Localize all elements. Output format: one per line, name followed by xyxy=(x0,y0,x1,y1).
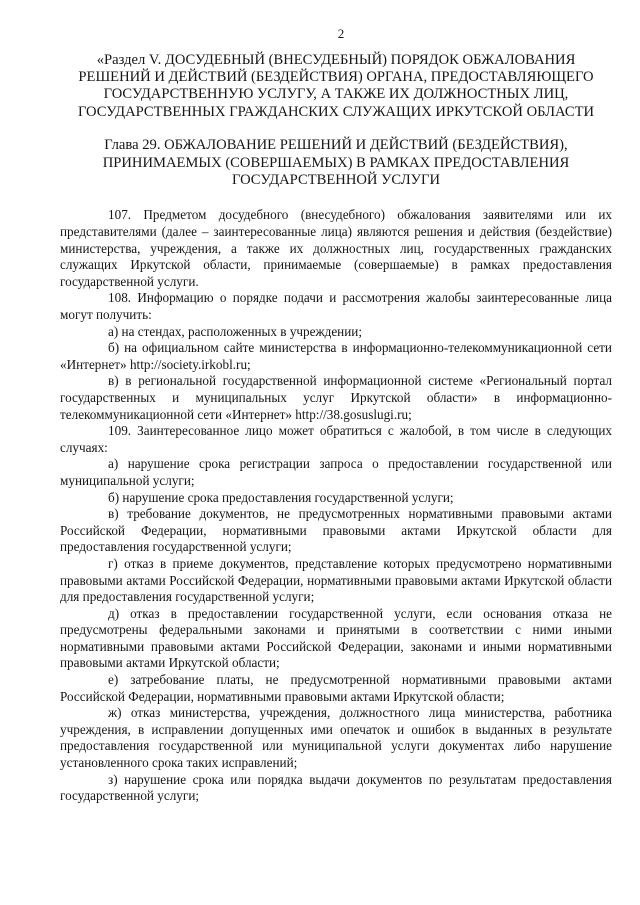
paragraph-108: 108. Информацию о порядке подачи и рассмотрения жалобы заинтересованные лица могут получить: xyxy=(60,290,612,322)
paragraph-109: 109. Заинтересованное лицо может обратиться с жалобой, в том числе в следующих случаях: xyxy=(60,423,612,455)
list-item-108-v: в) в региональной государственной информационной системе «Региональный портал государственных и муниципальных услуг Иркутской области» в информационно-телекоммуникационной сети «Интернет» http://38.gosuslugi.ru; xyxy=(60,373,612,422)
list-item-109-g: г) отказ в приеме документов, представление которых предусмотрено нормативными правовыми актами Российской Федерации, нормативными правовыми актами Иркутской области для предоставления государственной услуги; xyxy=(60,555,612,605)
paragraph-107: 107. Предметом досудебного (внесудебного) обжалования заявителями или их представителями (далее – заинтересованные лица) являются решения и действия (бездействие) министерства, учреждения, а также их должностных лиц, государственных гражданских служащих Иркутской области, принимаемые (совершаемые) в рамках предоставления государственной услуги. xyxy=(60,207,612,289)
list-item-108-a: а) на стендах, расположенных в учреждении; xyxy=(108,323,363,339)
list-item-109-d: д) отказ в предоставлении государственной услуги, если основания отказа не предусмотрены федеральными законами и принятыми в соответствии с ними иными нормативными правовыми актами Российской Федерации, законами и иными нормативными правовыми актами Иркутской области; xyxy=(60,605,612,671)
list-item-109-v: в) требование документов, не предусмотренных нормативными правовыми актами Российской Федерации, нормативными правовыми актами Иркутской области для предоставления государственной услуги; xyxy=(60,506,612,555)
list-item-109-a: а) нарушение срока регистрации запроса о предоставлении государственной или муниципальной услуги; xyxy=(60,456,612,488)
list-item-109-z: з) нарушение срока или порядка выдачи документов по результатам предоставления государственной услуги; xyxy=(60,771,612,804)
page-number: 2 xyxy=(337,26,345,41)
section-title: «Раздел V. ДОСУДЕБНЫЙ (ВНЕСУДЕБНЫЙ) ПОРЯДОК ОБЖАЛОВАНИЯ РЕШЕНИЙ И ДЕЙСТВИЙ (БЕЗДЕЙСТВИЯ) ОРГАНА, ПРЕДОСТАВЛЯЮЩЕГО ГОСУДАРСТВЕННУЮ УСЛУГУ, А ТАКЖЕ ИХ ДОЛЖНОСТНЫХ ЛИЦ, ГОСУДАРСТВЕННЫХ ГРАЖДАНСКИХ СЛУЖАЩИХ ИРКУТСКОЙ ОБЛАСТИ xyxy=(77,51,595,120)
list-item-108-b: б) на официальном сайте министерства в информационно-телекоммуникационной сети «Интернет» http://society.irkobl.ru; xyxy=(60,340,612,372)
list-item-109-zh: ж) отказ министерства, учреждения, должностного лица министерства, работника учреждения, в исправлении допущенных ими опечаток и ошибок в выданных в результате предоставления государственной или муниципальной услуги документах либо нарушение установленного срока таких исправлений; xyxy=(60,705,612,771)
list-item-109-b: б) нарушение срока предоставления государственной услуги; xyxy=(108,489,454,505)
list-item-109-e: е) затребование платы, не предусмотренной нормативными правовыми актами Российской Федерации, нормативными правовыми актами Иркутской области; xyxy=(60,672,612,704)
chapter-title: Глава 29. ОБЖАЛОВАНИЕ РЕШЕНИЙ И ДЕЙСТВИЙ (БЕЗДЕЙСТВИЯ), ПРИНИМАЕМЫХ (СОВЕРШАЕМЫХ) В РАМКАХ ПРЕДОСТАВЛЕНИЯ ГОСУДАРСТВЕННОЙ УСЛУГИ xyxy=(102,137,570,189)
